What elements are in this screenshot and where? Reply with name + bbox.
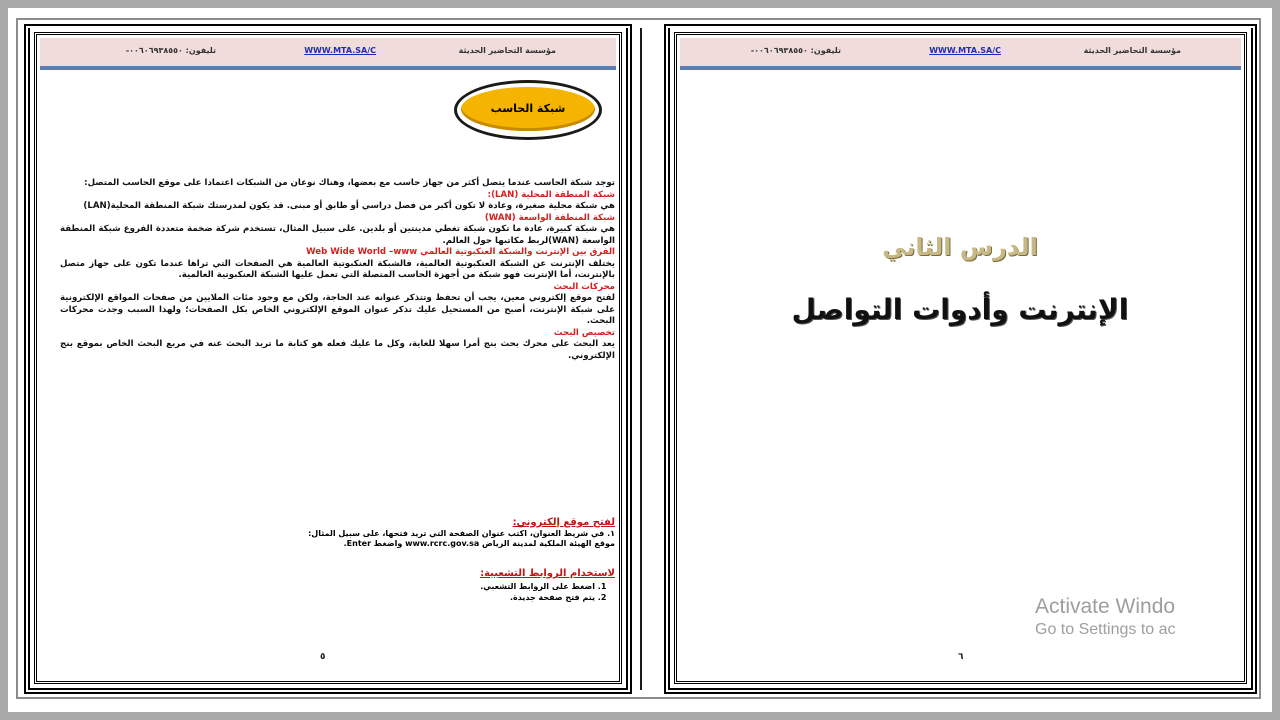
header-url-link[interactable]: WWW.MTA.SA/C <box>304 46 376 55</box>
section-badge-ring <box>457 83 599 137</box>
wan-paragraph: هي شبكة كبيرة، عادة ما تكون شبكة تغطي مدينتين أو بلدين. على سبيل المثال، تستخدم شركة ضخمة متعددة الفروع شبكة المنطقة الواسعة (WAN)لربط مكاتبها حول العالم. <box>60 224 615 246</box>
left-page-number: ٥ <box>320 652 326 662</box>
open-site-step1: ١. في شريط العنوان، اكتب عنوان الصفحة التي تريد فتحها، على سبيل المثال: <box>308 528 615 538</box>
lesson-title: الدرس الثاني <box>882 233 1038 261</box>
hyperlinks-heading: لاستخدام الروابط التشعبية: <box>480 568 615 579</box>
header-phone: تليفون: ٠٠٦٠٦٩٣٨٥٥٠- <box>750 46 841 55</box>
right-page-number: ٦ <box>958 652 964 662</box>
hyperlinks-block <box>60 568 615 603</box>
intro-paragraph: توجد شبكة الحاسب عندما يتصل أكثر من جهاز حاسب مع بعضها، وهناك نوعان من الشبكات اعتمادا على موقع الحاسب المتصل: <box>84 178 615 188</box>
list-item: 1. اضغط على الروابط التشعبي. <box>60 581 595 592</box>
right-page-header <box>680 38 1241 70</box>
page-divider <box>640 28 642 690</box>
search-heading: محركات البحث <box>553 281 615 292</box>
topic-title: الإنترنت وأدوات التواصل <box>791 293 1129 326</box>
lan-paragraph: هي شبكة محلية صغيرة، وعادة لا تكون أكبر من فصل دراسي أو طابق أو مبنى. قد يكون لمدرستك شبكة المنطقة المحلية(LAN) <box>83 201 615 211</box>
left-document-page <box>28 28 628 690</box>
header-phone: تليفون: ٠٠٦٠٦٩٣٨٥٥٠- <box>125 46 216 55</box>
hyperlinks-list <box>60 581 615 603</box>
activate-windows-watermark <box>1035 595 1176 639</box>
right-document-page <box>668 28 1253 690</box>
watermark-line2: Go to Settings to ac <box>1035 621 1176 638</box>
open-site-heading: لفتح موقع إلكتروني: <box>512 517 615 528</box>
header-org: مؤسسة التحاضير الحديثة <box>1083 46 1181 55</box>
open-site-block <box>60 518 615 550</box>
left-page-header <box>40 38 616 70</box>
custom-search-paragraph: يعد البحث على محرك بحث بنج أمرا سهلا للغاية، وكل ما عليك فعله هو كتابة ما تريد البحث عنه في مربع البحث الخاص بموقع بنج الإلكتروني. <box>60 339 615 361</box>
right-page-border <box>674 32 1247 684</box>
diff-heading: الفرق بين الإنترنت والشبكة العنكبوتية العالمي Web Wide World –www <box>306 247 615 257</box>
section-badge <box>454 80 602 140</box>
custom-search-heading: تخصيص البحث <box>553 327 615 338</box>
list-item: 2. يتم فتح صفحة جديدة. <box>60 592 595 603</box>
search-paragraph: لفتح موقع إلكتروني معين، يجب أن تحفظ وتتذكر عنوانه عند الحاجة، ولكن مع وجود مئات الملايين من صفحات المواقع الإلكترونية على شبكة الإنترنت، أصبح من المستحيل عليك تذكر عنوان الموقع الإلكتروني الخاص بكل الصفحات؛ ولهذا السبب وجدت محركات البحث. <box>60 293 615 326</box>
left-page-content <box>60 178 615 362</box>
section-badge-label: شبكة الحاسب <box>461 87 595 131</box>
open-site-step2: موقع الهيئة الملكية لمدينة الرياض www.rcrc.gov.sa واضغط Enter. <box>343 539 615 548</box>
header-url-link[interactable]: WWW.MTA.SA/C <box>929 46 1001 55</box>
diff-paragraph: يختلف الإنترنت عن الشبكة العنكبوتية العالمية، فالشبكة العنكبوتية العالمية هي الصفحات التي تراها عندما تكون على جهاز متصل بالإنترنت، أما الإنترنت فهو شبكة من أجهزة الحاسب المتصلة التي تعمل عليها الشبكة العنكبوتية العالمية. <box>60 258 615 280</box>
lan-heading: شبكة المنطقة المحلية (LAN): <box>487 189 615 200</box>
wan-heading: شبكة المنطقة الواسعة (WAN) <box>484 212 615 223</box>
watermark-line1: Activate Windo <box>1035 595 1176 618</box>
header-org: مؤسسة التحاضير الحديثة <box>458 46 556 55</box>
